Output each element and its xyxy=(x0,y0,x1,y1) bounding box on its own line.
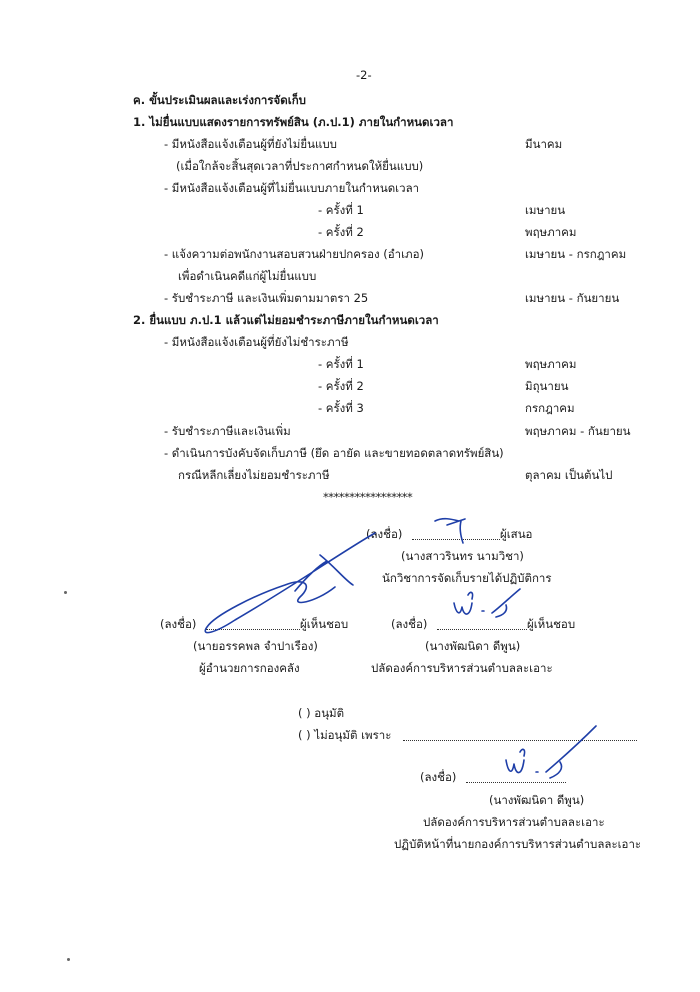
part1-item2: - มีหนังสือแจ้งเตือนผู้ที่ไม่ยื่นแบบภายในกำหนดเวลา xyxy=(164,181,420,195)
final-position2: ปฏิบัติหน้าที่นายกองค์การบริหารส่วนตำบลละเอาะ xyxy=(394,837,642,851)
part1-item1-sub: (เมื่อใกล้จะสิ้นสุดเวลาที่ประกาศกำหนดให้ยื่นแบบ) xyxy=(176,159,424,173)
part1-item4-time: เมษายน - กันยายน xyxy=(525,291,620,305)
final-signature xyxy=(500,722,610,787)
deputy-role: ผู้เห็นชอบ xyxy=(527,617,576,631)
part2-item3-time: ตุลาคม เป็นต้นไป xyxy=(525,468,613,482)
section-heading: ค. ขั้นประเมินผลและเร่งการจัดเก็บ xyxy=(133,93,306,107)
part2-heading: 2. ยื่นแบบ ภ.ป.1 แล้วแต่ไม่ยอมชำระภาษีภายในกำหนดเวลา xyxy=(133,313,439,327)
deputy-sign-prefix: (ลงชื่อ) xyxy=(391,617,428,631)
scan-speck xyxy=(64,591,67,594)
part2-item3-sub: กรณีหลีกเลี่ยงไม่ยอมชำระภาษี xyxy=(178,468,330,482)
final-position1: ปลัดองค์การบริหารส่วนตำบลละเอาะ xyxy=(423,815,605,829)
part1-item1: - มีหนังสือแจ้งเตือนผู้ที่ยังไม่ยื่นแบบ xyxy=(164,137,337,151)
part2-item2-time: พฤษภาคม - กันยายน xyxy=(525,424,631,438)
proposer-sign-prefix: (ลงชื่อ) xyxy=(366,527,403,541)
part2-round3: - ครั้งที่ 3 xyxy=(318,401,364,415)
final-sign-prefix: (ลงชื่อ) xyxy=(420,770,457,784)
part1-item3: - แจ้งความต่อพนักงานสอบสวนฝ่ายปกครอง (อำเภอ) xyxy=(164,247,425,261)
part2-round1: - ครั้งที่ 1 xyxy=(318,357,364,371)
part1-item3-time: เมษายน - กรกฎาคม xyxy=(525,247,627,261)
separator: ***************** xyxy=(323,490,413,504)
part1-item2-round1-time: เมษายน xyxy=(525,203,566,217)
scan-speck xyxy=(67,958,70,961)
deputy-signature xyxy=(448,585,528,630)
finance-position: ผู้อำนวยการกองคลัง xyxy=(199,661,300,675)
part2-item2: - รับชำระภาษีและเงินเพิ่ม xyxy=(164,424,291,438)
finance-role: ผู้เห็นชอบ xyxy=(300,617,349,631)
proposer-name: (นางสาวรินทร นามวิชา) xyxy=(401,549,524,563)
part2-round2-time: มิถุนายน xyxy=(525,379,569,393)
proposer-signature xyxy=(425,515,485,545)
part1-item1-time: มีนาคม xyxy=(525,137,563,151)
part2-item1: - มีหนังสือแจ้งเตือนผู้ที่ยังไม่ชำระภาษี xyxy=(164,335,349,349)
final-name: (นางพัฒนิดา ดีพูน) xyxy=(489,793,585,807)
part1-item2-round2: - ครั้งที่ 2 xyxy=(318,225,364,239)
finance-name: (นายอรรคพล จำปาเรือง) xyxy=(193,639,318,653)
proposer-position: นักวิชาการจัดเก็บรายได้ปฏิบัติการ xyxy=(382,571,552,585)
part1-item2-round1: - ครั้งที่ 1 xyxy=(318,203,364,217)
finance-signature xyxy=(195,525,395,640)
finance-sign-prefix: (ลงชื่อ) xyxy=(160,617,197,631)
part1-item2-round2-time: พฤษภาคม xyxy=(525,225,577,239)
deputy-position: ปลัดองค์การบริหารส่วนตำบลละเอาะ xyxy=(371,661,553,675)
part1-item3-sub: เพื่อดำเนินคดีแก่ผู้ไม่ยื่นแบบ xyxy=(178,269,317,283)
disapprove-option: ( ) ไม่อนุมัติ เพราะ xyxy=(298,728,392,742)
proposer-role: ผู้เสนอ xyxy=(500,527,533,541)
part1-item4: - รับชำระภาษี และเงินเพิ่มตามมาตรา 25 xyxy=(164,291,369,305)
part2-round3-time: กรกฎาคม xyxy=(525,401,575,415)
approve-option: ( ) อนุมัติ xyxy=(298,706,345,720)
part2-round1-time: พฤษภาคม xyxy=(525,357,577,371)
page-number: -2- xyxy=(356,68,372,82)
part2-item3: - ดำเนินการบังคับจัดเก็บภาษี (ยึด อายัด และขายทอดตลาดทรัพย์สิน) xyxy=(164,446,504,460)
part1-heading: 1. ไม่ยื่นแบบแสดงรายการทรัพย์สิน (ภ.ป.1) ภายในกำหนดเวลา xyxy=(133,115,454,129)
part2-round2: - ครั้งที่ 2 xyxy=(318,379,364,393)
deputy-name: (นางพัฒนิดา ดีพูน) xyxy=(425,639,521,653)
